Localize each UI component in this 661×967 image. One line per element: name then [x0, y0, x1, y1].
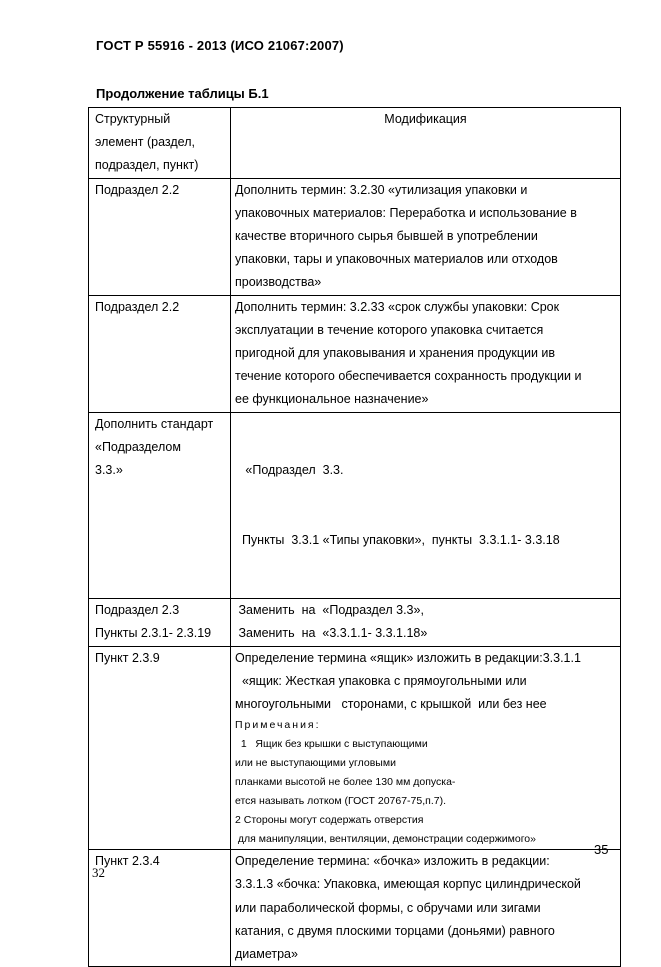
modification-table — [88, 107, 621, 967]
cell-line: многоугольными сторонами, с крышкой или без нее — [235, 697, 547, 712]
table-row — [89, 850, 621, 967]
cell-line: Определение термина «ящик» изложить в редакции:3.3.1.1 — [235, 650, 581, 665]
note-line: ется называть лотком (ГОСТ 20767-75,п.7). — [235, 795, 447, 808]
cell-line: катания, с двумя плоскими торцами (доньями) равного — [235, 923, 555, 938]
cell-line: Дополнить термин: 3.2.33 «срок службы упаковки: Срок — [235, 299, 560, 314]
header-col1-line: Структурный — [95, 112, 171, 126]
cell-line: диаметра» — [235, 947, 298, 962]
cell-line: Пункты 3.3.1 «Типы упаковки», пункты 3.3.1.1- 3.3.18 — [235, 532, 560, 547]
row-modification-cell — [231, 412, 621, 599]
cell-line: производства» — [235, 275, 322, 290]
cell-line: качестве вторичного сырья бывшей в употреблении — [235, 229, 538, 244]
row-element-cell — [89, 599, 231, 646]
row-modification-cell — [231, 295, 621, 412]
table-row — [89, 178, 621, 295]
table-row — [89, 646, 621, 850]
row-modification-cell — [231, 599, 621, 646]
cell-line: упаковки, тары и упаковочных материалов или отходов — [235, 252, 558, 267]
header-col-structural-element — [89, 108, 231, 179]
page-number: 35 — [594, 842, 609, 857]
cell-line: Заменить на «Подраздел 3.3», — [235, 603, 424, 618]
cell-line: Дополнить стандарт — [95, 416, 214, 431]
row-element-cell — [89, 295, 231, 412]
table-header-row — [89, 108, 621, 179]
row-element-cell — [89, 646, 231, 850]
cell-line: Заменить на «3.3.1.1- 3.3.1.18» — [235, 626, 428, 641]
cell-line: 3.3.» — [95, 463, 123, 478]
row-element-cell — [89, 178, 231, 295]
cell-line: Дополнить термин: 3.2.30 «утилизация упаковки и — [235, 182, 528, 197]
header-col1-line: подраздел, пункт) — [95, 158, 199, 173]
cell-line: 3.3.1.3 «бочка: Упаковка, имеющая корпус цилиндрической — [235, 877, 581, 892]
cell-line: эксплуатации в течение которого упаковка считается — [235, 322, 544, 337]
note-line: 1 Ящик без крышки с выступающими — [235, 738, 428, 751]
cell-line: «Подраздел 3.3. — [235, 463, 344, 478]
cell-line: Пункты 2.3.1- 2.3.19 — [95, 626, 212, 641]
note-heading: Примечания: — [235, 719, 321, 732]
cell-line: течение которого обеспечивается сохранность продукции и — [235, 369, 582, 384]
note-line: для манипуляции, вентиляции, демонстрации содержимого» — [235, 833, 536, 846]
cell-line: упаковочных материалов: Переработка и использование в — [235, 205, 577, 220]
cell-line: пригодной для упаковывания и хранения продукции ив — [235, 346, 556, 361]
cell-line: Подраздел 2.2 — [95, 299, 180, 314]
table-row — [89, 412, 621, 599]
note-line: или не выступающими угловыми — [235, 757, 396, 770]
cell-line: Определение термина: «бочка» изложить в редакции: — [235, 854, 550, 869]
cell-line: ее функциональное назначение» — [235, 392, 429, 407]
cell-line: Подраздел 2.2 — [95, 182, 180, 197]
row-modification-cell — [231, 178, 621, 295]
row-element-cell — [89, 412, 231, 599]
row-element-cell — [89, 850, 231, 967]
table-row — [89, 295, 621, 412]
cell-line: или параболической формы, с обручами или зигами — [235, 900, 541, 915]
cell-line: «Подразделом — [95, 439, 181, 454]
document-header: ГОСТ Р 55916 - 2013 (ИСО 21067:2007) — [96, 38, 344, 53]
cell-line: Подраздел 2.3 — [95, 603, 180, 618]
cell-line: «ящик: Жесткая упаковка с прямоугольными или — [235, 673, 527, 688]
header-col-modification: Модификация — [231, 108, 621, 179]
note-line: планками высотой не более 130 мм допуска- — [235, 776, 456, 789]
row-modification-cell — [231, 646, 621, 850]
header-col1-line: элемент (раздел, — [95, 135, 195, 150]
cell-line: Пункт 2.3.4 — [95, 854, 160, 869]
row-modification-cell — [231, 850, 621, 967]
table-caption: Продолжение таблицы Б.1 — [96, 86, 269, 101]
page-number-alt: 32 — [92, 865, 105, 880]
cell-line: Пункт 2.3.9 — [95, 650, 160, 665]
note-line: 2 Стороны могут содержать отверстия — [235, 814, 424, 827]
table-row — [89, 599, 621, 646]
